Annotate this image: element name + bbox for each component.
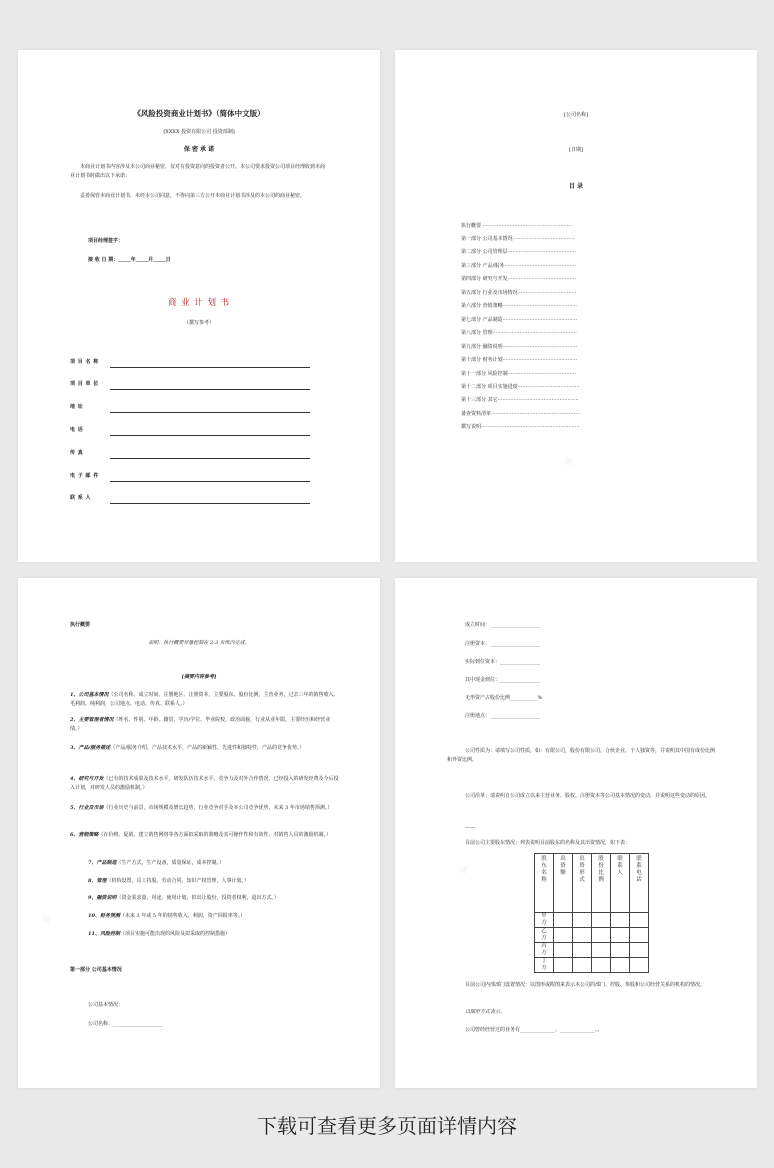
toc-heading: 目 录 (568, 183, 584, 190)
summary-item (70, 691, 340, 709)
confidential-paragraph-1: 本商业计划书内容涉及本公司商业秘密，仅对有投资意向的投资者公开。本公司要求投资公司项目经理收到本商业计划书时做出以下承诺： (70, 164, 326, 179)
field-underline (110, 458, 310, 459)
summary-item (88, 859, 340, 868)
toc-item[interactable]: 执行概要 ························································· (461, 223, 574, 229)
summary-item-text: （姓名、性别、年龄、籍贯、学历/学位、毕业院校，政治面貌，行业从业年限，主要经历和经营业绩。） (70, 717, 331, 732)
summary-item-head: 10、财务预测 (88, 913, 120, 919)
chart-note: 以图形方式表示。 (465, 1009, 506, 1015)
info-field: 其中现金到位：________________ (465, 677, 541, 683)
receive-date-line: 接 收 日 期：_____年_____月_____日 (88, 257, 171, 263)
toc-item[interactable]: 第二部分 公司管理层··········································· (461, 249, 576, 255)
summary-item-text: （在价格、促销、建立销售网络等各方面拟采取的策略及其可操作性和有效性，对销售人员的激励机制。） (98, 832, 331, 838)
former-business-line: 公司曾经经营过的业务有______________、______________、。 (465, 1027, 603, 1033)
confidential-heading: 保 密 承 诺 (183, 146, 215, 153)
reference-heading: [摘要内容参考] (181, 674, 217, 680)
signature-line: 项目经理签字： (88, 238, 124, 244)
field-address (70, 404, 330, 410)
field-underline (110, 481, 310, 482)
document-page-3 (18, 578, 380, 1088)
toc-item[interactable]: 第十一部分 风险控制··········································· (461, 371, 576, 377)
table-header-cell: 联系人 (611, 854, 630, 913)
table-row (535, 913, 649, 928)
field-email (70, 473, 330, 479)
field-label: 传 真 (70, 450, 84, 456)
section-heading: 执行概要 (70, 622, 91, 628)
field-label: 电 子 邮 件 (70, 473, 99, 479)
field-project-name (70, 359, 330, 365)
summary-item (88, 877, 340, 886)
table-row-label: 甲方 (535, 913, 554, 928)
field-underline (110, 389, 310, 390)
summary-item (70, 716, 340, 734)
basic-info-label: 公司基本情况： (88, 1002, 124, 1008)
table-header-cell: 出资形式 (573, 854, 592, 913)
field-underline (110, 412, 310, 413)
field-underline (110, 503, 310, 504)
summary-item (88, 894, 340, 903)
summary-item-text: （机构设置，员工持股，劳动合同，知识产权管理，人事计划。） (106, 878, 249, 884)
summary-item-text: （项目实施可能出现的风险及拟采取的控制措施） (119, 931, 230, 937)
toc-item[interactable]: 第一部分 公司基本情况······································· (461, 236, 575, 242)
field-contact (70, 495, 330, 501)
department-paragraph: 目前公司内部部门设置情况：以图形或附图来表示本公司的部门、控股、参股和公司经营关系的机构的情况。 (465, 982, 706, 988)
plan-title: 商 业 计 划 书 (167, 298, 231, 308)
summary-item (70, 804, 340, 813)
field-project-unit (70, 381, 330, 387)
summary-item-text: （行业历史与前景，市场规模及增长趋势，行业竞争对手及本公司竞争优势，未来 3 年市场销售预测。） (103, 805, 333, 811)
summary-item-head: 11、风险控制 (88, 931, 120, 937)
info-field: 无形资产占股份比例___________% (465, 695, 543, 701)
summary-item-text: （已有的技术成果及技术水平，研发队伍技术水平、竞争力及对外合作情况，已经投入的研发经费及今后投入计划，对研发人员的激励机制。） (70, 776, 339, 791)
table-header-row (535, 854, 649, 913)
field-fax (70, 450, 330, 456)
shareholders-intro: 目前公司主要股东情况：列表说明目前股东的名称及其出资情况，如下表： (465, 840, 631, 846)
date-placeholder: [日期] (569, 147, 583, 153)
table-header-cell: 联系电话 (630, 854, 649, 913)
document-page-1 (18, 50, 380, 562)
field-label: 项 目 单 位 (70, 381, 99, 387)
toc-item[interactable]: 备查资料清单························································ (461, 411, 581, 417)
summary-item-text: （资金需求量、用途、使用计划，拟出让股份，投资者权利，退出方式。） (116, 895, 279, 901)
document-page-4 (395, 578, 757, 1088)
summary-item-text: （公司名称、成立时间、注册地区、注册资本，主要股东、股份比例，主营业务，过去三年的销售收入、毛利润、纯利润，公司地点、电话、传真、联系人。） (70, 692, 339, 707)
toc-item[interactable]: 第十三部分 其它··················································· (461, 397, 579, 403)
table-row-label: 乙方 (535, 928, 554, 943)
info-field: 注册地点：____________________ (465, 713, 541, 719)
watermark (32, 905, 61, 936)
info-field: 注册资本：____________________ (465, 641, 541, 647)
toc-item[interactable]: 第三部分 产品/服务············································· (461, 263, 576, 269)
document-page-2 (395, 50, 757, 562)
field-underline (110, 367, 310, 368)
table-row-label: 丁方 (535, 958, 554, 973)
toc-item[interactable]: 第五部分 行业及市场情况····································· (461, 290, 577, 296)
info-field: 实际到位资本：________________ (465, 659, 541, 665)
toc-item[interactable]: 第十部分 财务计划··············································· (461, 357, 578, 363)
plan-main-title: 《风险投资商业计划书》（简体中文版） (133, 109, 265, 118)
toc-item[interactable]: 第七部分 产品制造··············································· (461, 317, 578, 323)
field-label: 项 目 名 称 (70, 359, 99, 365)
summary-item-head: 1、公司基本情况 (70, 692, 109, 698)
summary-item-text: （生产方式，生产设备，质量保证，成本控制。） (116, 860, 224, 866)
summary-item-head: 3、产品/服务描述 (70, 745, 111, 751)
summary-item-head: 8、管理 (88, 878, 107, 884)
summary-item (88, 930, 340, 939)
summary-item-head: 6、营销策略 (70, 832, 99, 838)
summary-item (88, 912, 340, 921)
company-name-placeholder: [公司名称] (564, 112, 588, 118)
table-row (535, 943, 649, 958)
summary-item-head: 7、产品制造 (88, 860, 117, 866)
company-nature-paragraph: 公司性质为：请填写公司性质，如：有限公司，股份有限公司，合伙企业，个人独资等，并说明其中国有成份比例和外资比例。 (447, 748, 716, 763)
table-header-cell: 股份比例 (592, 854, 611, 913)
company-name-field: 公司名称：____________________ (88, 1021, 164, 1027)
summary-item-text: （未来 3 年或 5 年的销售收入、利润、资产回报率等。） (119, 913, 246, 919)
company-line: [XXXX 投资有限公司 投资部制] (163, 129, 235, 135)
shareholders-table (534, 853, 649, 973)
toc-item[interactable]: 第八部分 管理····················································· (461, 330, 577, 336)
summary-item (70, 775, 340, 793)
info-field: 成立时间：____________________ (465, 622, 541, 628)
table-header-cell: 出资额 (554, 854, 573, 913)
field-label: 联 系 人 (70, 495, 91, 501)
watermark (554, 447, 583, 478)
toc-item[interactable]: 撰写说明······························································ (461, 424, 580, 430)
toc-item[interactable]: 第十二部分 项目实施进度······································· (461, 384, 580, 390)
part-heading: 第一部分 公司基本情况 (70, 967, 122, 973)
confidential-paragraph-2: 妥善保管本商业计划书，未经本公司同意，不得向第三方公开本商业计划书涉及的本公司的商业秘密。 (80, 193, 306, 199)
summary-item-head: 9、融资说明 (88, 895, 117, 901)
field-label: 电 话 (70, 427, 84, 433)
summary-item-head: 5、行业及市场 (70, 805, 104, 811)
summary-item (70, 831, 340, 840)
summary-item-text: （产品/服务介绍，产品技术水平，产品的新颖性、先进性和独特性，产品的竞争优势。） (110, 745, 305, 751)
field-underline (110, 435, 310, 436)
plan-subtitle: （撰写参考） (183, 320, 214, 326)
table-row (535, 958, 649, 973)
summary-item-head: 2、主要管理者情况 (70, 717, 114, 723)
watermark (449, 855, 478, 886)
table-row (535, 928, 649, 943)
summary-note: 说明：执行概要尽量控制在 2-3 页纸内完成。 (148, 640, 250, 646)
toc-item[interactable]: 第四部分 研究与开发··········································· (461, 276, 576, 282)
company-history-paragraph: 公司沿革：请说明自公司成立以来主营业务、股权、注册资本等公司基本情况的变动，并说明这些变动的原因。 (465, 793, 711, 799)
download-more-caption[interactable]: 下载可查看更多页面详情内容 (257, 1114, 517, 1138)
field-label: 地 址 (70, 404, 84, 410)
table-row-label: 丙方 (535, 943, 554, 958)
table-header-cell: 股东名称 (535, 854, 554, 913)
toc-item[interactable]: 第九部分 融资说明··············································· (461, 344, 578, 350)
field-phone (70, 427, 330, 433)
toc-item[interactable]: 第六部分 营销策略··············································· (461, 303, 578, 309)
summary-item-head: 4、研究与开发 (70, 776, 104, 782)
summary-item (70, 744, 340, 753)
dash-line: —— (465, 825, 475, 831)
